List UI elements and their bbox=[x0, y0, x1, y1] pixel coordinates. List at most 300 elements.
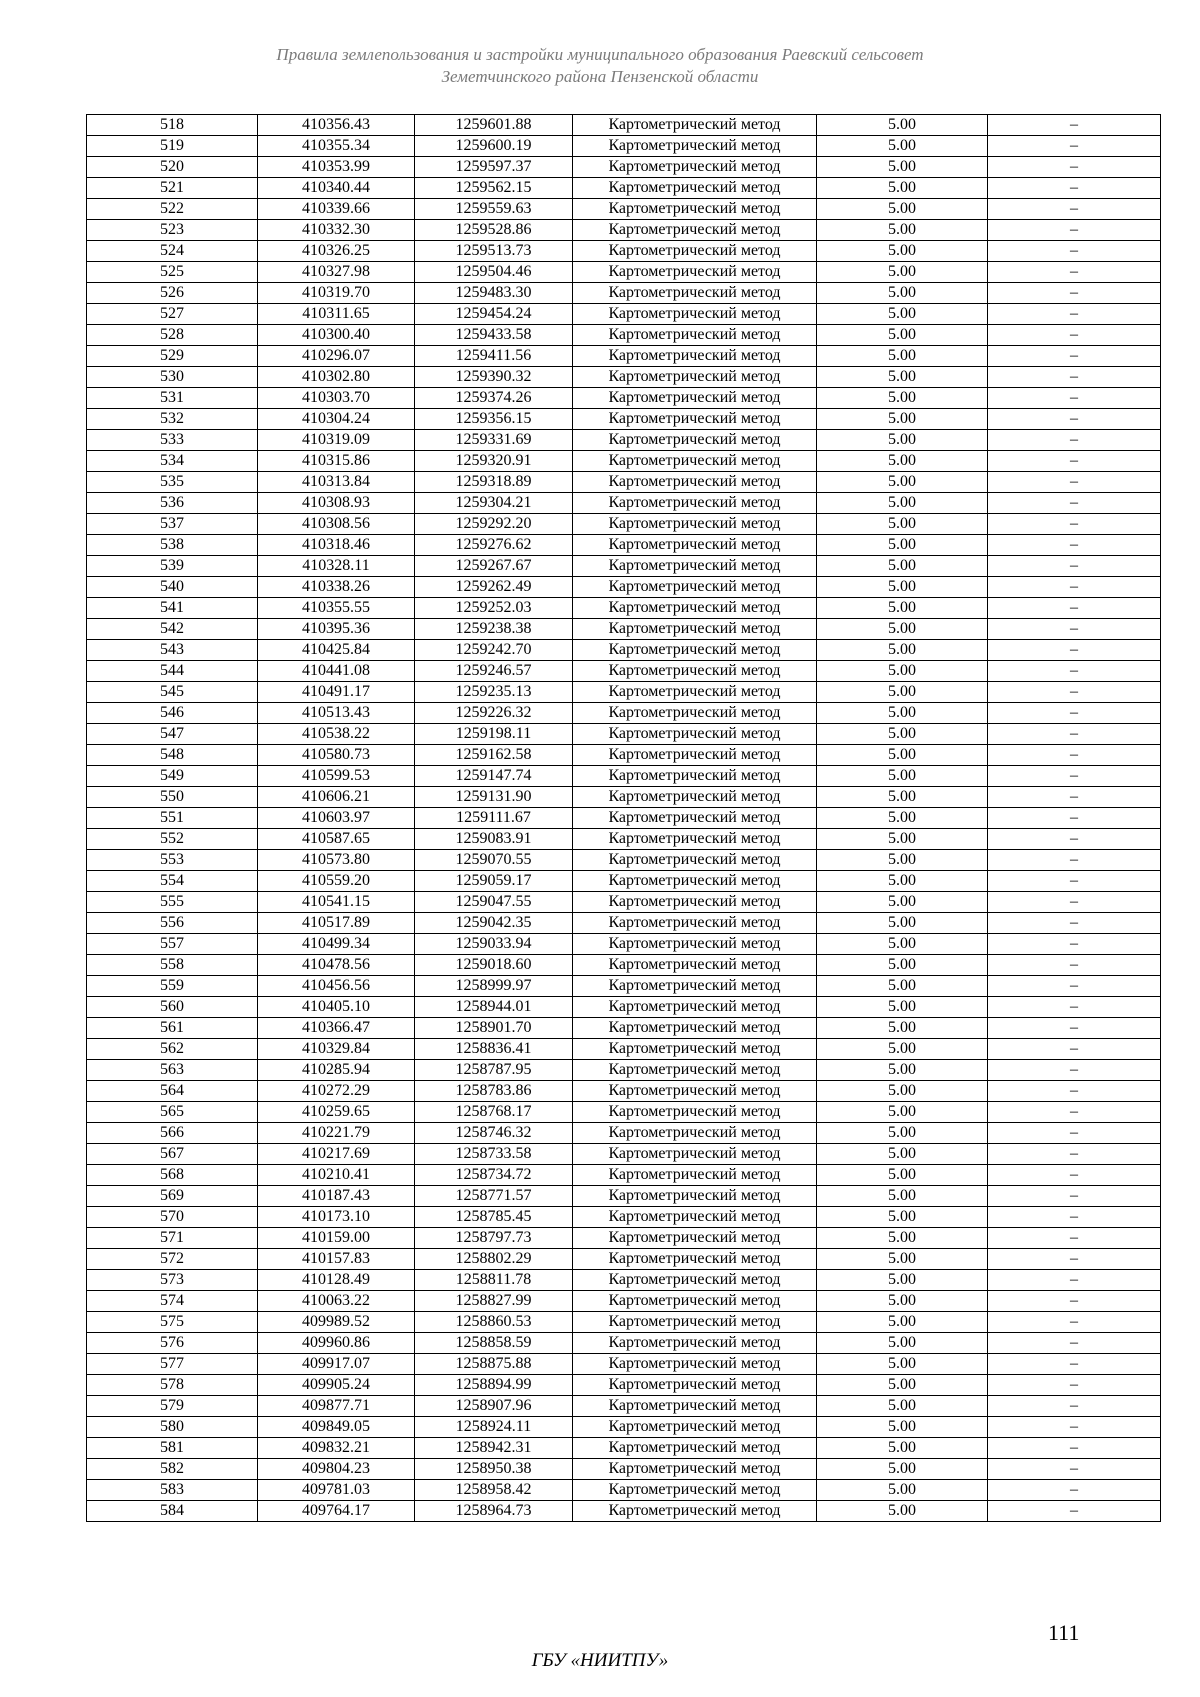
point-number-cell: 519 bbox=[87, 136, 258, 157]
x-coordinate-cell: 409877.71 bbox=[258, 1396, 415, 1417]
coordinates-table-body bbox=[87, 115, 1161, 1522]
x-coordinate-cell: 410541.15 bbox=[258, 892, 415, 913]
method-cell: Картометрический метод bbox=[573, 1459, 817, 1480]
x-coordinate-cell: 410355.55 bbox=[258, 598, 415, 619]
point-number-cell: 554 bbox=[87, 871, 258, 892]
table-row bbox=[87, 1123, 1161, 1144]
accuracy-cell: 5.00 bbox=[817, 1312, 988, 1333]
point-number-cell: 530 bbox=[87, 367, 258, 388]
method-cell: Картометрический метод bbox=[573, 892, 817, 913]
method-cell: Картометрический метод bbox=[573, 1165, 817, 1186]
point-number-cell: 523 bbox=[87, 220, 258, 241]
accuracy-cell: 5.00 bbox=[817, 913, 988, 934]
method-cell: Картометрический метод bbox=[573, 1312, 817, 1333]
y-coordinate-cell: 1259320.91 bbox=[415, 451, 573, 472]
note-cell: – bbox=[988, 1081, 1161, 1102]
x-coordinate-cell: 410513.43 bbox=[258, 703, 415, 724]
accuracy-cell: 5.00 bbox=[817, 325, 988, 346]
coordinates-table bbox=[86, 114, 1161, 1522]
table-row bbox=[87, 115, 1161, 136]
note-cell: – bbox=[988, 430, 1161, 451]
table-row bbox=[87, 808, 1161, 829]
note-cell: – bbox=[988, 934, 1161, 955]
method-cell: Картометрический метод bbox=[573, 283, 817, 304]
point-number-cell: 522 bbox=[87, 199, 258, 220]
table-row bbox=[87, 325, 1161, 346]
accuracy-cell: 5.00 bbox=[817, 619, 988, 640]
table-row bbox=[87, 178, 1161, 199]
y-coordinate-cell: 1259047.55 bbox=[415, 892, 573, 913]
note-cell: – bbox=[988, 157, 1161, 178]
accuracy-cell: 5.00 bbox=[817, 178, 988, 199]
y-coordinate-cell: 1259597.37 bbox=[415, 157, 573, 178]
method-cell: Картометрический метод bbox=[573, 850, 817, 871]
table-row bbox=[87, 1018, 1161, 1039]
note-cell: – bbox=[988, 325, 1161, 346]
table-row bbox=[87, 493, 1161, 514]
y-coordinate-cell: 1258907.96 bbox=[415, 1396, 573, 1417]
x-coordinate-cell: 410353.99 bbox=[258, 157, 415, 178]
note-cell: – bbox=[988, 514, 1161, 535]
method-cell: Картометрический метод bbox=[573, 913, 817, 934]
table-row bbox=[87, 283, 1161, 304]
x-coordinate-cell: 409832.21 bbox=[258, 1438, 415, 1459]
table-row bbox=[87, 136, 1161, 157]
point-number-cell: 543 bbox=[87, 640, 258, 661]
table-row bbox=[87, 346, 1161, 367]
table-row bbox=[87, 976, 1161, 997]
table-row bbox=[87, 913, 1161, 934]
y-coordinate-cell: 1259246.57 bbox=[415, 661, 573, 682]
note-cell: – bbox=[988, 661, 1161, 682]
table-row bbox=[87, 241, 1161, 262]
y-coordinate-cell: 1259528.86 bbox=[415, 220, 573, 241]
note-cell: – bbox=[988, 304, 1161, 325]
y-coordinate-cell: 1258944.01 bbox=[415, 997, 573, 1018]
accuracy-cell: 5.00 bbox=[817, 1375, 988, 1396]
note-cell: – bbox=[988, 388, 1161, 409]
y-coordinate-cell: 1259059.17 bbox=[415, 871, 573, 892]
accuracy-cell: 5.00 bbox=[817, 157, 988, 178]
method-cell: Картометрический метод bbox=[573, 997, 817, 1018]
table-row bbox=[87, 1060, 1161, 1081]
method-cell: Картометрический метод bbox=[573, 409, 817, 430]
note-cell: – bbox=[988, 346, 1161, 367]
table-row bbox=[87, 1102, 1161, 1123]
point-number-cell: 542 bbox=[87, 619, 258, 640]
table-row bbox=[87, 1417, 1161, 1438]
table-row bbox=[87, 766, 1161, 787]
table-row bbox=[87, 1207, 1161, 1228]
accuracy-cell: 5.00 bbox=[817, 472, 988, 493]
y-coordinate-cell: 1259374.26 bbox=[415, 388, 573, 409]
note-cell: – bbox=[988, 1186, 1161, 1207]
method-cell: Картометрический метод bbox=[573, 808, 817, 829]
point-number-cell: 570 bbox=[87, 1207, 258, 1228]
x-coordinate-cell: 410573.80 bbox=[258, 850, 415, 871]
page-header bbox=[0, 44, 1200, 88]
y-coordinate-cell: 1258827.99 bbox=[415, 1291, 573, 1312]
note-cell: – bbox=[988, 115, 1161, 136]
accuracy-cell: 5.00 bbox=[817, 1081, 988, 1102]
accuracy-cell: 5.00 bbox=[817, 892, 988, 913]
point-number-cell: 552 bbox=[87, 829, 258, 850]
method-cell: Картометрический метод bbox=[573, 1228, 817, 1249]
method-cell: Картометрический метод bbox=[573, 1396, 817, 1417]
point-number-cell: 573 bbox=[87, 1270, 258, 1291]
note-cell: – bbox=[988, 1207, 1161, 1228]
method-cell: Картометрический метод bbox=[573, 766, 817, 787]
method-cell: Картометрический метод bbox=[573, 1291, 817, 1312]
accuracy-cell: 5.00 bbox=[817, 1144, 988, 1165]
method-cell: Картометрический метод bbox=[573, 157, 817, 178]
table-row bbox=[87, 1039, 1161, 1060]
method-cell: Картометрический метод bbox=[573, 493, 817, 514]
x-coordinate-cell: 410395.36 bbox=[258, 619, 415, 640]
accuracy-cell: 5.00 bbox=[817, 1123, 988, 1144]
x-coordinate-cell: 410340.44 bbox=[258, 178, 415, 199]
note-cell: – bbox=[988, 1270, 1161, 1291]
note-cell: – bbox=[988, 766, 1161, 787]
method-cell: Картометрический метод bbox=[573, 430, 817, 451]
note-cell: – bbox=[988, 1396, 1161, 1417]
point-number-cell: 557 bbox=[87, 934, 258, 955]
accuracy-cell: 5.00 bbox=[817, 1102, 988, 1123]
note-cell: – bbox=[988, 1333, 1161, 1354]
method-cell: Картометрический метод bbox=[573, 955, 817, 976]
y-coordinate-cell: 1259331.69 bbox=[415, 430, 573, 451]
y-coordinate-cell: 1259111.67 bbox=[415, 808, 573, 829]
table-row bbox=[87, 997, 1161, 1018]
table-row bbox=[87, 850, 1161, 871]
x-coordinate-cell: 410300.40 bbox=[258, 325, 415, 346]
table-row bbox=[87, 598, 1161, 619]
accuracy-cell: 5.00 bbox=[817, 1417, 988, 1438]
accuracy-cell: 5.00 bbox=[817, 1228, 988, 1249]
accuracy-cell: 5.00 bbox=[817, 808, 988, 829]
method-cell: Картометрический метод bbox=[573, 1039, 817, 1060]
x-coordinate-cell: 410338.26 bbox=[258, 577, 415, 598]
y-coordinate-cell: 1259601.88 bbox=[415, 115, 573, 136]
accuracy-cell: 5.00 bbox=[817, 199, 988, 220]
method-cell: Картометрический метод bbox=[573, 472, 817, 493]
note-cell: – bbox=[988, 1375, 1161, 1396]
table-row bbox=[87, 1501, 1161, 1522]
y-coordinate-cell: 1258901.70 bbox=[415, 1018, 573, 1039]
table-row bbox=[87, 367, 1161, 388]
note-cell: – bbox=[988, 493, 1161, 514]
note-cell: – bbox=[988, 136, 1161, 157]
table-row bbox=[87, 556, 1161, 577]
accuracy-cell: 5.00 bbox=[817, 1333, 988, 1354]
note-cell: – bbox=[988, 1102, 1161, 1123]
note-cell: – bbox=[988, 1459, 1161, 1480]
method-cell: Картометрический метод bbox=[573, 325, 817, 346]
table-row bbox=[87, 619, 1161, 640]
x-coordinate-cell: 410425.84 bbox=[258, 640, 415, 661]
note-cell: – bbox=[988, 913, 1161, 934]
method-cell: Картометрический метод bbox=[573, 1060, 817, 1081]
method-cell: Картометрический метод bbox=[573, 934, 817, 955]
x-coordinate-cell: 409917.07 bbox=[258, 1354, 415, 1375]
method-cell: Картометрический метод bbox=[573, 1186, 817, 1207]
point-number-cell: 534 bbox=[87, 451, 258, 472]
table-row bbox=[87, 1438, 1161, 1459]
y-coordinate-cell: 1258999.97 bbox=[415, 976, 573, 997]
accuracy-cell: 5.00 bbox=[817, 1501, 988, 1522]
x-coordinate-cell: 410405.10 bbox=[258, 997, 415, 1018]
method-cell: Картометрический метод bbox=[573, 304, 817, 325]
point-number-cell: 549 bbox=[87, 766, 258, 787]
x-coordinate-cell: 410599.53 bbox=[258, 766, 415, 787]
table-row bbox=[87, 640, 1161, 661]
note-cell: – bbox=[988, 724, 1161, 745]
x-coordinate-cell: 410210.41 bbox=[258, 1165, 415, 1186]
accuracy-cell: 5.00 bbox=[817, 871, 988, 892]
y-coordinate-cell: 1258958.42 bbox=[415, 1480, 573, 1501]
y-coordinate-cell: 1258894.99 bbox=[415, 1375, 573, 1396]
note-cell: – bbox=[988, 703, 1161, 724]
point-number-cell: 537 bbox=[87, 514, 258, 535]
note-cell: – bbox=[988, 1501, 1161, 1522]
x-coordinate-cell: 409849.05 bbox=[258, 1417, 415, 1438]
accuracy-cell: 5.00 bbox=[817, 115, 988, 136]
table-row bbox=[87, 1480, 1161, 1501]
y-coordinate-cell: 1259083.91 bbox=[415, 829, 573, 850]
accuracy-cell: 5.00 bbox=[817, 934, 988, 955]
note-cell: – bbox=[988, 829, 1161, 850]
table-row bbox=[87, 577, 1161, 598]
point-number-cell: 546 bbox=[87, 703, 258, 724]
accuracy-cell: 5.00 bbox=[817, 955, 988, 976]
method-cell: Картометрический метод bbox=[573, 346, 817, 367]
method-cell: Картометрический метод bbox=[573, 640, 817, 661]
method-cell: Картометрический метод bbox=[573, 703, 817, 724]
table-row bbox=[87, 682, 1161, 703]
y-coordinate-cell: 1258785.45 bbox=[415, 1207, 573, 1228]
x-coordinate-cell: 410606.21 bbox=[258, 787, 415, 808]
method-cell: Картометрический метод bbox=[573, 682, 817, 703]
x-coordinate-cell: 410327.98 bbox=[258, 262, 415, 283]
y-coordinate-cell: 1258783.86 bbox=[415, 1081, 573, 1102]
point-number-cell: 578 bbox=[87, 1375, 258, 1396]
point-number-cell: 520 bbox=[87, 157, 258, 178]
point-number-cell: 566 bbox=[87, 1123, 258, 1144]
x-coordinate-cell: 410356.43 bbox=[258, 115, 415, 136]
header-line-1: Правила землепользования и застройки муниципального образования Раевский сельсовет bbox=[276, 45, 924, 64]
point-number-cell: 536 bbox=[87, 493, 258, 514]
y-coordinate-cell: 1259226.32 bbox=[415, 703, 573, 724]
x-coordinate-cell: 410538.22 bbox=[258, 724, 415, 745]
method-cell: Картометрический метод bbox=[573, 556, 817, 577]
x-coordinate-cell: 410063.22 bbox=[258, 1291, 415, 1312]
accuracy-cell: 5.00 bbox=[817, 1207, 988, 1228]
point-number-cell: 583 bbox=[87, 1480, 258, 1501]
point-number-cell: 579 bbox=[87, 1396, 258, 1417]
y-coordinate-cell: 1259018.60 bbox=[415, 955, 573, 976]
table-row bbox=[87, 1228, 1161, 1249]
method-cell: Картометрический метод bbox=[573, 1480, 817, 1501]
x-coordinate-cell: 410328.11 bbox=[258, 556, 415, 577]
x-coordinate-cell: 410304.24 bbox=[258, 409, 415, 430]
y-coordinate-cell: 1259562.15 bbox=[415, 178, 573, 199]
y-coordinate-cell: 1259292.20 bbox=[415, 514, 573, 535]
y-coordinate-cell: 1258797.73 bbox=[415, 1228, 573, 1249]
x-coordinate-cell: 410517.89 bbox=[258, 913, 415, 934]
point-number-cell: 574 bbox=[87, 1291, 258, 1312]
y-coordinate-cell: 1258924.11 bbox=[415, 1417, 573, 1438]
table-row bbox=[87, 1396, 1161, 1417]
x-coordinate-cell: 410319.09 bbox=[258, 430, 415, 451]
accuracy-cell: 5.00 bbox=[817, 1291, 988, 1312]
method-cell: Картометрический метод bbox=[573, 388, 817, 409]
y-coordinate-cell: 1259276.62 bbox=[415, 535, 573, 556]
x-coordinate-cell: 410355.34 bbox=[258, 136, 415, 157]
note-cell: – bbox=[988, 1354, 1161, 1375]
point-number-cell: 539 bbox=[87, 556, 258, 577]
accuracy-cell: 5.00 bbox=[817, 1396, 988, 1417]
y-coordinate-cell: 1258836.41 bbox=[415, 1039, 573, 1060]
point-number-cell: 551 bbox=[87, 808, 258, 829]
x-coordinate-cell: 410313.84 bbox=[258, 472, 415, 493]
table-row bbox=[87, 1270, 1161, 1291]
accuracy-cell: 5.00 bbox=[817, 703, 988, 724]
point-number-cell: 575 bbox=[87, 1312, 258, 1333]
y-coordinate-cell: 1259033.94 bbox=[415, 934, 573, 955]
note-cell: – bbox=[988, 220, 1161, 241]
x-coordinate-cell: 410478.56 bbox=[258, 955, 415, 976]
point-number-cell: 553 bbox=[87, 850, 258, 871]
x-coordinate-cell: 410159.00 bbox=[258, 1228, 415, 1249]
accuracy-cell: 5.00 bbox=[817, 661, 988, 682]
table-row bbox=[87, 430, 1161, 451]
point-number-cell: 556 bbox=[87, 913, 258, 934]
accuracy-cell: 5.00 bbox=[817, 1060, 988, 1081]
x-coordinate-cell: 410311.65 bbox=[258, 304, 415, 325]
point-number-cell: 572 bbox=[87, 1249, 258, 1270]
y-coordinate-cell: 1258875.88 bbox=[415, 1354, 573, 1375]
accuracy-cell: 5.00 bbox=[817, 556, 988, 577]
method-cell: Картометрический метод bbox=[573, 220, 817, 241]
accuracy-cell: 5.00 bbox=[817, 640, 988, 661]
table-row bbox=[87, 388, 1161, 409]
table-row bbox=[87, 199, 1161, 220]
method-cell: Картометрический метод bbox=[573, 1417, 817, 1438]
y-coordinate-cell: 1259454.24 bbox=[415, 304, 573, 325]
point-number-cell: 564 bbox=[87, 1081, 258, 1102]
x-coordinate-cell: 410308.56 bbox=[258, 514, 415, 535]
table-row bbox=[87, 1144, 1161, 1165]
y-coordinate-cell: 1258802.29 bbox=[415, 1249, 573, 1270]
y-coordinate-cell: 1259198.11 bbox=[415, 724, 573, 745]
note-cell: – bbox=[988, 598, 1161, 619]
table-row bbox=[87, 787, 1161, 808]
point-number-cell: 532 bbox=[87, 409, 258, 430]
note-cell: – bbox=[988, 1060, 1161, 1081]
method-cell: Картометрический метод bbox=[573, 199, 817, 220]
note-cell: – bbox=[988, 1165, 1161, 1186]
table-row bbox=[87, 157, 1161, 178]
x-coordinate-cell: 410302.80 bbox=[258, 367, 415, 388]
y-coordinate-cell: 1259070.55 bbox=[415, 850, 573, 871]
point-number-cell: 567 bbox=[87, 1144, 258, 1165]
x-coordinate-cell: 410173.10 bbox=[258, 1207, 415, 1228]
note-cell: – bbox=[988, 640, 1161, 661]
accuracy-cell: 5.00 bbox=[817, 577, 988, 598]
x-coordinate-cell: 410259.65 bbox=[258, 1102, 415, 1123]
note-cell: – bbox=[988, 178, 1161, 199]
method-cell: Картометрический метод bbox=[573, 178, 817, 199]
page-number: 111 bbox=[1048, 1620, 1080, 1645]
note-cell: – bbox=[988, 451, 1161, 472]
table-row bbox=[87, 535, 1161, 556]
accuracy-cell: 5.00 bbox=[817, 829, 988, 850]
note-cell: – bbox=[988, 871, 1161, 892]
x-coordinate-cell: 410319.70 bbox=[258, 283, 415, 304]
x-coordinate-cell: 410221.79 bbox=[258, 1123, 415, 1144]
table-row bbox=[87, 703, 1161, 724]
accuracy-cell: 5.00 bbox=[817, 682, 988, 703]
method-cell: Картометрический метод bbox=[573, 724, 817, 745]
point-number-cell: 544 bbox=[87, 661, 258, 682]
note-cell: – bbox=[988, 850, 1161, 871]
table-row bbox=[87, 934, 1161, 955]
accuracy-cell: 5.00 bbox=[817, 535, 988, 556]
point-number-cell: 577 bbox=[87, 1354, 258, 1375]
accuracy-cell: 5.00 bbox=[817, 283, 988, 304]
note-cell: – bbox=[988, 619, 1161, 640]
point-number-cell: 541 bbox=[87, 598, 258, 619]
y-coordinate-cell: 1258771.57 bbox=[415, 1186, 573, 1207]
x-coordinate-cell: 410603.97 bbox=[258, 808, 415, 829]
x-coordinate-cell: 409764.17 bbox=[258, 1501, 415, 1522]
y-coordinate-cell: 1259483.30 bbox=[415, 283, 573, 304]
table-row bbox=[87, 409, 1161, 430]
method-cell: Картометрический метод bbox=[573, 367, 817, 388]
note-cell: – bbox=[988, 1417, 1161, 1438]
note-cell: – bbox=[988, 1312, 1161, 1333]
point-number-cell: 518 bbox=[87, 115, 258, 136]
x-coordinate-cell: 410339.66 bbox=[258, 199, 415, 220]
y-coordinate-cell: 1259504.46 bbox=[415, 262, 573, 283]
accuracy-cell: 5.00 bbox=[817, 1270, 988, 1291]
note-cell: – bbox=[988, 556, 1161, 577]
table-row bbox=[87, 829, 1161, 850]
table-row bbox=[87, 1249, 1161, 1270]
point-number-cell: 547 bbox=[87, 724, 258, 745]
y-coordinate-cell: 1259356.15 bbox=[415, 409, 573, 430]
y-coordinate-cell: 1259235.13 bbox=[415, 682, 573, 703]
point-number-cell: 576 bbox=[87, 1333, 258, 1354]
note-cell: – bbox=[988, 892, 1161, 913]
y-coordinate-cell: 1258733.58 bbox=[415, 1144, 573, 1165]
table-row bbox=[87, 724, 1161, 745]
point-number-cell: 531 bbox=[87, 388, 258, 409]
point-number-cell: 565 bbox=[87, 1102, 258, 1123]
accuracy-cell: 5.00 bbox=[817, 241, 988, 262]
x-coordinate-cell: 410217.69 bbox=[258, 1144, 415, 1165]
y-coordinate-cell: 1259559.63 bbox=[415, 199, 573, 220]
method-cell: Картометрический метод bbox=[573, 787, 817, 808]
accuracy-cell: 5.00 bbox=[817, 850, 988, 871]
point-number-cell: 559 bbox=[87, 976, 258, 997]
point-number-cell: 584 bbox=[87, 1501, 258, 1522]
method-cell: Картометрический метод bbox=[573, 262, 817, 283]
table-row bbox=[87, 220, 1161, 241]
point-number-cell: 560 bbox=[87, 997, 258, 1018]
point-number-cell: 582 bbox=[87, 1459, 258, 1480]
table-row bbox=[87, 451, 1161, 472]
